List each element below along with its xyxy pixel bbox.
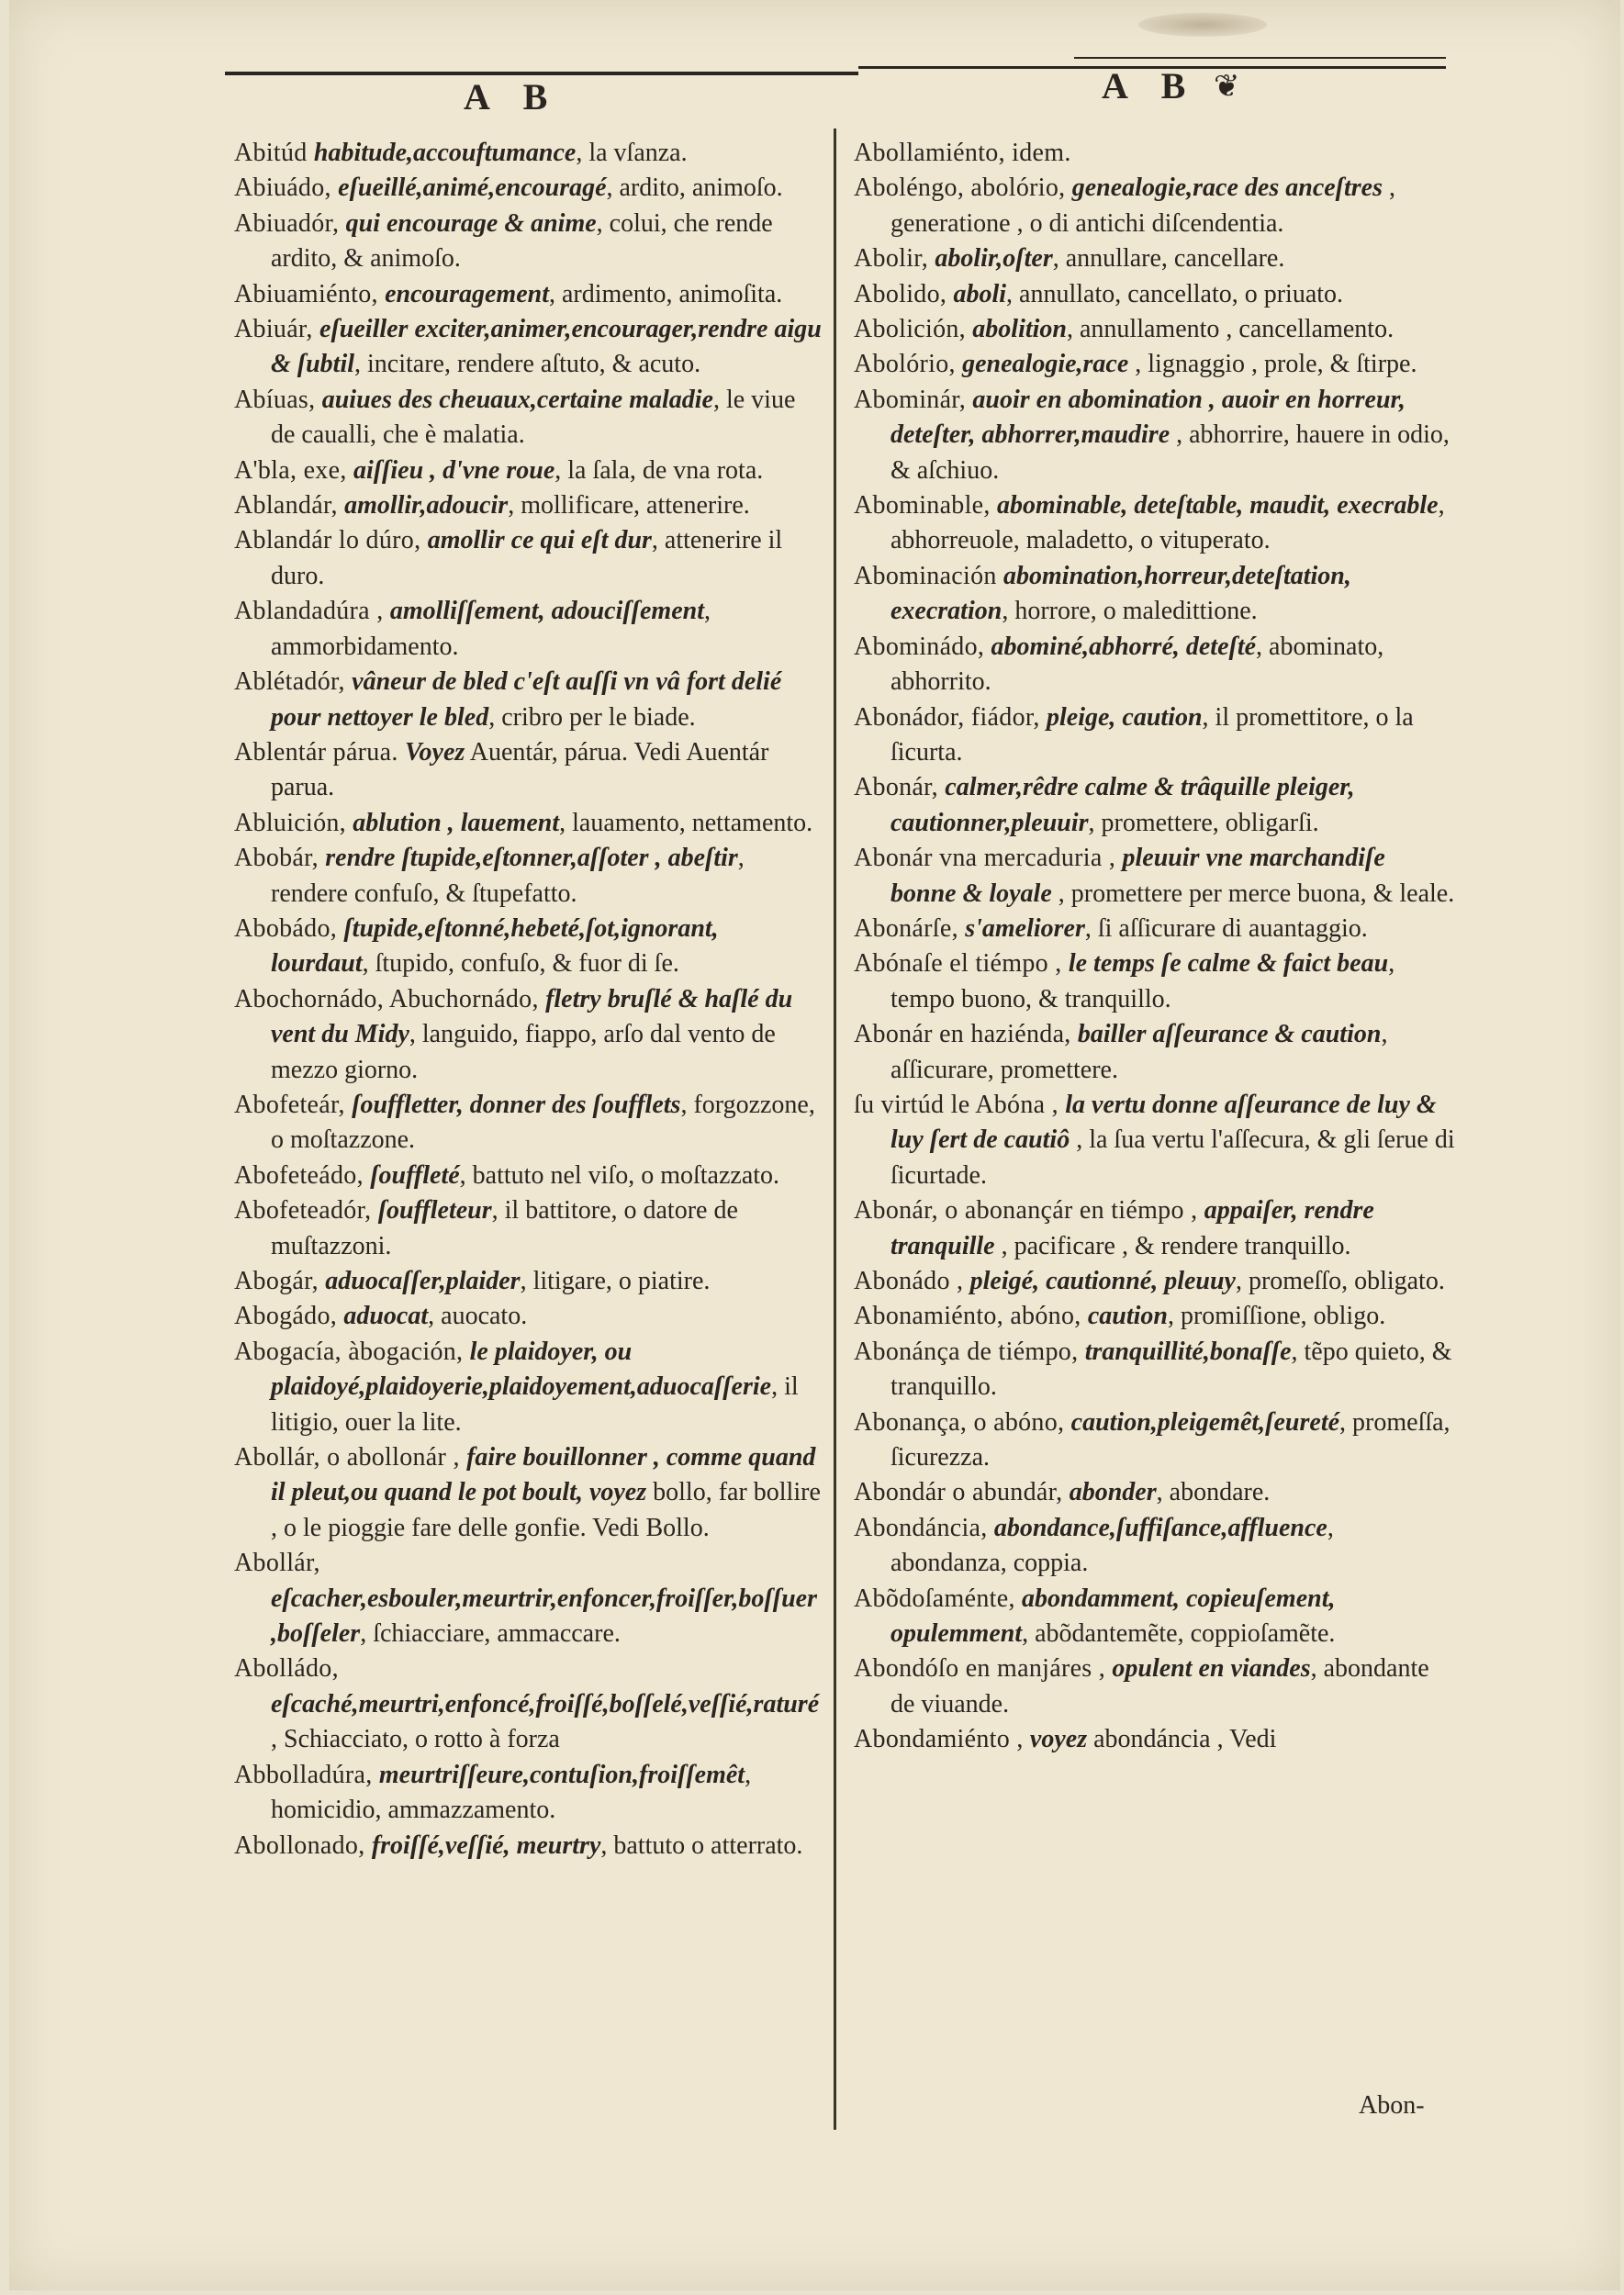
entry-headword: Ablétadór, [234,667,353,697]
entry-italian: , tẽpo quieto, & tranquillo. [890,1337,1452,1402]
entry-italian: , il litigio, ouer la lite. [271,1372,799,1437]
entry-french: eſueillé,animé,encouragé [338,174,607,203]
dictionary-entry [234,136,822,171]
entry-headword: A'bla, exe, [234,455,353,485]
entry-italian: , auocato. [428,1302,528,1331]
dictionary-entry [234,912,822,982]
dictionary-entry [234,383,822,453]
dictionary-entry [854,171,1455,241]
ink-smudge [1138,13,1267,37]
entry-headword: Abónaſe el tiémpo , [854,949,1069,979]
entry-headword: ſu virtúd le Abóna , [854,1090,1066,1119]
entry-french: le temps ſe calme & faict beau [1068,949,1389,979]
dictionary-entry [234,1829,822,1864]
entry-italian: , la vſanza. [576,139,688,167]
entry-headword: Ablandár lo dúro, [234,526,428,555]
entry-french: tranquillité,bonaſſe [1084,1337,1292,1366]
entry-italian: , Schiacciato, o rotto à forza [271,1725,560,1754]
entry-french: pleuuir vne marchandiſe bonne & loyale [890,844,1385,908]
entry-italian: , il battitore, o datore de muſtazzoni. [271,1196,738,1260]
entry-french: aduocat [343,1302,429,1331]
entry-italian: , mollificare, attenerire. [508,491,750,521]
entry-italian: , ſi aſſicurare di auantaggio. [1084,913,1368,943]
entry-headword: Abbolladúra, [234,1760,379,1789]
entry-french: abolir,oſter [935,244,1053,274]
entry-french: abondance,ſuffiſance,affluence [993,1513,1327,1542]
catchword: Abon- [1359,2091,1425,2120]
entry-french: bailler aſſeurance & caution [1077,1020,1382,1049]
entry-headword: Abonádor, fiádor, [854,702,1047,732]
entry-italian: , promettere per merce buona, & leale. [1051,879,1455,908]
entry-headword: Ablandadúra , [234,597,390,626]
header-rule-right-top [1074,57,1446,59]
entry-headword: Abollár, o abollonár , [234,1443,467,1472]
entry-french: eſueiller exciter,animer,encourager,rendre aigu & ſubtil [271,315,822,379]
entry-headword: Abonança, o abóno, [854,1407,1071,1437]
dictionary-entry [234,806,822,841]
entry-italian: , annullato, cancellato, o priuato. [1006,279,1344,308]
entry-french: amolliſſement, adouciſſement [389,597,704,626]
entry-headword: Abiuamiénto, [234,279,386,308]
dictionary-entry [234,841,822,912]
entry-french: pleige, caution [1047,702,1203,732]
entry-french: le plaidoyer, ou plaidoyé,plaidoyerie,plaidoyement,aduocaſſerie [271,1337,772,1402]
dictionary-entry [854,1088,1455,1193]
entry-headword: Abonár, [854,773,946,802]
entry-french: ſouffletter, donner des ſoufflets [352,1090,681,1119]
entry-italian: , languido, fiappo, arſo dal vento de mezzo giorno. [271,1020,776,1084]
entry-french: aiſſieu , d'vne roue [353,455,555,485]
entry-italian: , ſtupido, confuſo, & fuor di ſe. [362,949,679,979]
entry-french: rendre ſtupide,eſtonner,aſſoter , abeſtir [325,844,738,873]
dictionary-entry [234,523,822,594]
entry-italian: , promeſſa, ſicurezza. [890,1407,1450,1472]
dictionary-entry [234,453,822,488]
entry-headword: Abominádo, [854,632,991,661]
entry-french: ſouffleteur [377,1196,492,1226]
entry-italian: , il promettitore, o la ſicurta. [890,702,1414,767]
dictionary-entry [854,488,1455,559]
entry-french: ſouffleté [370,1160,460,1190]
entry-italian: , cribro per le biade. [488,702,696,732]
entry-italian: , abondare. [1156,1478,1271,1507]
entry-italian: , ammorbidamento. [271,597,711,661]
entry-headword: Abominación [854,561,1004,590]
entry-headword: Abominár, [854,385,973,414]
dictionary-entry [234,207,822,277]
dictionary-entry [854,347,1455,382]
entry-italian: , la ſala, de vna rota. [554,455,764,485]
entry-french: abominable, deteſtable, maudit, execrable [997,491,1439,521]
entry-french: amollir ce qui eſt dur [427,526,652,555]
dictionary-page [9,0,1620,2290]
entry-french: ablution , lauement [353,808,560,837]
dictionary-entry [854,946,1455,1017]
dictionary-entry [234,982,822,1088]
entry-headword: Abolido, [854,279,954,308]
dictionary-entry [854,277,1455,312]
dictionary-entry [854,1335,1455,1405]
entry-headword: Abonánça de tiémpo, [854,1337,1085,1366]
entry-italian: , generatione , o di antichi diſcendentia. [890,174,1395,238]
dictionary-entry [854,559,1455,630]
entry-french: eſcacher,esbouler,meurtrir,enfoncer,froiſſer,boſſuer,boſſeler [271,1584,817,1649]
fleuron-ornament-icon: ❦ [1214,70,1240,104]
entry-italian: , promiſſione, obligo. [1167,1302,1386,1331]
entry-headword: Abonamiénto, abóno, [854,1302,1088,1331]
dictionary-entry [854,1017,1455,1088]
entry-italian: , promeſſo, obligato. [1235,1267,1445,1295]
entry-headword: Abollamiénto, idem. [854,139,1071,167]
dictionary-entry [234,312,822,383]
entry-headword: Abobár, [234,844,326,873]
entry-french: amollir,adoucir [344,491,509,521]
dictionary-entry [854,312,1455,347]
entry-italian: , battuto o atterrato. [600,1830,803,1860]
dictionary-entry [854,912,1455,946]
entry-italian: , la ſua vertu l'aſſecura, & gli ſerue di ſicurtade. [890,1125,1455,1190]
entry-headword: Abõdoſaménte, [854,1584,1023,1613]
entry-italian: , abõdantemẽte, coppioſamẽte. [1022,1619,1336,1649]
entry-italian: , abondanza, coppia. [890,1513,1334,1578]
entry-headword: Abondóſo en manjáres , [854,1654,1113,1684]
entry-headword: Abogár, [234,1267,326,1295]
dictionary-entry [234,1159,822,1193]
entry-headword: Abonár en haziénda, [854,1020,1078,1049]
entry-headword: Abobádo, [234,913,344,943]
entry-french: genealogie,race des anceſtres [1071,174,1383,203]
dictionary-entry [854,630,1455,700]
entry-italian: , lignaggio , prole, & ſtirpe. [1128,350,1417,379]
entry-italian: , attenerire il duro. [271,526,783,590]
column-divider [834,129,836,2130]
entry-headword: Abonár, o abonançár en tiémpo , [854,1196,1204,1226]
entry-french: auoir en abomination , auoir en horreur, deteſter, abhorrer,maudire [890,385,1406,450]
entry-italian: , abhorreuole, maladetto, o vituperato. [890,491,1445,555]
entry-headword: Abiuár, [234,315,320,344]
entry-headword: Abominable, [854,491,998,521]
running-head-right: A B [1102,65,1199,106]
entry-french: Voyez [404,737,465,767]
entry-french: voyez [1029,1725,1088,1754]
dictionary-entry [854,1511,1455,1582]
entry-french: aboli [953,279,1007,308]
entry-french: aduocaſſer,plaider [325,1267,521,1295]
entry-headword: Abluición, [234,808,353,837]
dictionary-entry [854,841,1455,912]
entry-french: s'ameliorer [965,913,1085,943]
entry-italian: , abondante de viuande. [890,1654,1429,1718]
entry-italian: , ardito, animoſo. [606,174,783,203]
entry-italian: Auentár, párua. Vedi Auentár parua. [271,737,769,802]
entry-headword: Abondár o abundár, [854,1478,1070,1507]
entry-headword: Abolládo, [234,1654,339,1684]
entry-french: abonder [1069,1478,1157,1507]
dictionary-entry [854,1264,1455,1299]
dictionary-entry [854,241,1455,276]
dictionary-entry [234,1758,822,1829]
dictionary-entry [234,735,822,806]
entry-headword: Aboléngo, abolório, [854,174,1072,203]
entry-italian: , ardimento, animoſita. [548,279,783,308]
entry-italian: , battuto nel viſo, o moſtazzato. [459,1160,780,1190]
entry-french: abominé,abhorré, deteſté [991,632,1257,661]
entry-headword: Abofeteádo, [234,1160,371,1190]
entry-italian: , incitare, rendere aſtuto, & acuto. [354,350,701,379]
running-head-left: A B [464,76,561,118]
entry-italian: , lauamento, nettamento. [559,808,813,837]
dictionary-entry [854,770,1455,841]
entry-french: calmer,rêdre calme & trâquille pleiger, cautionner,pleuuir [890,773,1355,837]
entry-french: caution,pleigemêt,ſeureté [1070,1407,1340,1437]
entry-headword: Abochornádo, Abuchornádo, [234,984,546,1013]
dictionary-entry [234,1088,822,1159]
dictionary-entry [854,383,1455,488]
entry-italian: , annullare, cancellare. [1052,244,1285,274]
dictionary-entry [854,136,1455,171]
entry-italian: , promettere, obligarſi. [1088,808,1319,837]
right-column [854,136,1455,1758]
entry-headword: Abitúd [234,139,314,167]
entry-italian: , tempo buono, & tranquillo. [890,949,1395,1013]
entry-headword: Abonádo , [854,1267,970,1295]
entry-french: auiues des cheuaux,certaine maladie [321,385,713,414]
entry-french: qui encourage & anime [345,208,597,238]
dictionary-entry [234,1299,822,1334]
entry-headword: Abolório, [854,350,963,379]
entry-french: ſtupide,eſtonné,hebeté,ſot,ignorant, lourdaut [271,913,719,979]
entry-headword: Abiuádo, [234,174,339,203]
dictionary-entry [234,171,822,206]
entry-italian: , abhorrire, hauere in odio, & aſchiuo. [890,420,1450,485]
entry-headword: Abofeteadór, [234,1196,378,1226]
entry-headword: Abolir, [854,244,935,274]
entry-headword: Ablentár párua. [234,737,405,767]
dictionary-entry [854,1651,1455,1722]
dictionary-entry [234,488,822,523]
dictionary-entry [234,594,822,665]
entry-french: opulent en viandes [1112,1654,1311,1684]
entry-italian: , rendere confuſo, & ſtupefatto. [271,844,745,908]
entry-italian: , annullamento , cancellamento. [1067,315,1394,344]
entry-italian: , pacificare , & rendere tranquillo. [994,1231,1351,1260]
entry-italian: bollo, far bollire , o le pioggie fare delle gonfie. Vedi Bollo. [271,1478,821,1542]
dictionary-entry [234,1651,822,1757]
entry-french: fletry bruſlé & haſlé du vent du Midy [271,984,793,1049]
entry-french: abondamment, copieuſement, opulemment [890,1584,1336,1649]
entry-headword: Abollonado, [234,1830,372,1860]
entry-headword: Abofeteár, [234,1090,353,1119]
entry-french: habitude,accouftumance [313,139,577,167]
entry-headword: Ablandár, [234,491,345,521]
entry-italian: , ſchiacciare, ammaccare. [360,1619,621,1649]
entry-headword: Abogacía, àbogación, [234,1337,470,1366]
dictionary-entry [854,1475,1455,1510]
entry-italian: , aſſicurare, promettere. [890,1020,1388,1084]
dictionary-entry [854,1722,1455,1757]
entry-italian: , le viue de caualli, che è malatia. [271,385,796,450]
left-column [234,136,822,1864]
dictionary-entry [234,1335,822,1440]
entry-french: caution [1087,1302,1168,1331]
entry-italian: , colui, che rende ardito, & animoſo. [271,208,773,274]
entry-italian: abondáncia , Vedi [1087,1725,1277,1754]
entry-headword: Abondáncia, [854,1513,994,1542]
entry-french: genealogie,race [962,350,1129,379]
dictionary-entry [854,1193,1455,1264]
entry-italian: , forgozzone, o moſtazzone. [271,1090,815,1155]
entry-italian: , abominato, abhorrito. [890,632,1384,697]
dictionary-entry [854,1405,1455,1476]
dictionary-entry [854,1582,1455,1652]
dictionary-entry [854,1299,1455,1334]
entry-headword: Abíuas, [234,385,322,414]
entry-headword: Abonárſe, [854,913,966,943]
entry-french: abomination,horreur,deteſtation, execration [890,561,1351,626]
dictionary-entry [234,1440,822,1546]
entry-italian: , homicidio, ammazzamento. [271,1760,752,1825]
dictionary-entry [234,1546,822,1651]
entry-italian: , litigare, o piatire. [520,1267,711,1295]
entry-french: encouragement [385,279,549,308]
dictionary-entry [854,700,1455,771]
entry-french: froiſſé,veſſié, meurtry [371,1830,601,1860]
entry-french: appaiſer, rendre tranquille [890,1196,1374,1260]
entry-headword: Abogádo, [234,1302,344,1331]
dictionary-entry [234,665,822,735]
entry-french: meurtriſſeure,contuſion,froiſſemêt [378,1760,745,1789]
entry-french: faire bouillonner , comme quand il pleut,ou quand le pot boult, voyez [271,1443,816,1507]
entry-french: pleigé, cautionné, pleuuy [969,1267,1236,1295]
entry-french: eſcaché,meurtri,enfoncé,froiſſé,boſſelé,veſſié,raturé [271,1689,820,1718]
entry-headword: Abiuadór, [234,208,346,238]
entry-headword: Abondamiénto , [854,1725,1030,1754]
entry-french: abolition [972,315,1067,344]
entry-headword: Abolición, [854,315,973,344]
entry-headword: Abonár vna mercaduria , [854,844,1123,873]
entry-french: vâneur de bled c'eſt auſſi vn vâ fort delié pour nettoyer le bled [271,667,782,732]
entry-french: la vertu donne aſſeurance de luy & luy ſert de cautiô [890,1090,1437,1155]
dictionary-entry [234,277,822,312]
dictionary-entry [234,1264,822,1299]
dictionary-entry [234,1193,822,1264]
entry-headword: Abollár, [234,1549,320,1578]
entry-italian: , horrore, o maledittione. [1002,597,1258,626]
